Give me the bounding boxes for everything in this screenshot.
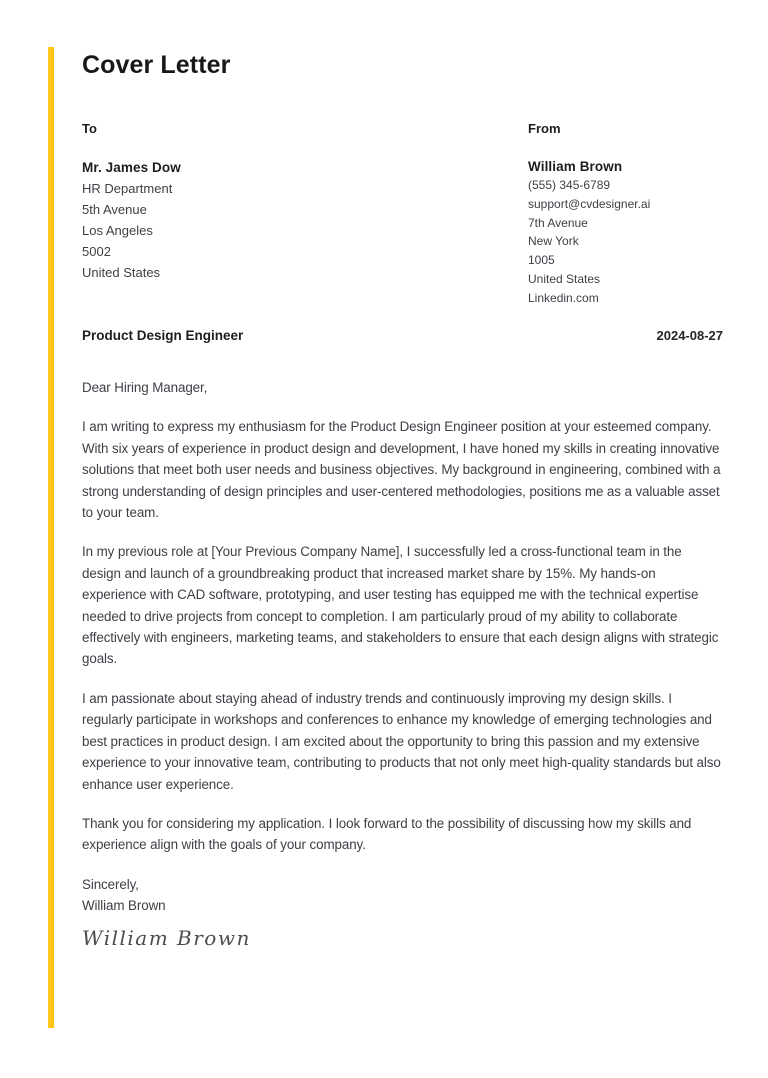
letter-paragraph: Thank you for considering my application. I look forward to the possibility of discussing how my skills and experience align with the goals of your company. [82,815,692,853]
signed-name: William Brown [82,898,166,914]
letter-paragraph: I am writing to express my enthusiasm for the Product Design Engineer position at your esteemed company. With six years of experience in product design and development, I have honed my skills in creating innovative solutions that meet both user needs and business objectives. My background in engineering, combined with a strong understanding of design principles and user-centered methodologies, positions me as a valuable asset to your team. [82,419,721,521]
recipient-address-line: 5th Avenue [82,202,147,217]
letter-body [82,377,723,952]
recipient-address-line: 5002 [82,244,111,259]
letter-paragraphs [82,416,723,855]
sender-block [528,121,723,308]
letter-content [82,0,723,1078]
sender-address-line: New York [528,234,579,249]
sender-address-line: 7th Avenue [528,215,588,230]
recipient-label: To [82,121,97,136]
sender-name: William Brown [528,159,623,174]
address-section [82,121,723,308]
recipient-address-line: United States [82,265,161,280]
letter-paragraph: In my previous role at [Your Previous Company Name], I successfully led a cross-functional team in the design and launch of a groundbreaking product that increased market share by 15%. My hands-on experience with CAD software, prototyping, and user testing has equipped me with the technical expertise needed to drive projects from concept to completion. I am particularly proud of my ability to collaborate effectively with engineers, marketing teams, and stakeholders to ensure that each design aligns with strategic goals. [82,544,719,667]
letter-date: 2024-08-27 [656,328,723,343]
signature-script: William Brown [82,925,251,950]
recipient-address [82,178,528,283]
letter-paragraph: I am passionate about staying ahead of industry trends and continuously improving my design skills. I regularly participate in workshops and conferences to enhance my knowledge of emerging technologies and best practices in product design. I am excited about the opportunity to bring this passion and my extensive experience to your innovative team, contributing to products that not only meet high-quality standards but also enhance user experience. [82,690,721,792]
closing-word: Sincerely, [82,876,139,892]
sender-address-line: (555) 345-6789 [528,178,611,192]
signoff-block [82,874,723,917]
accent-bar [48,47,54,1028]
recipient-address-line: Los Angeles [82,223,153,238]
greeting: Dear Hiring Manager, [82,380,208,395]
page-title: Cover Letter [82,51,231,79]
recipient-name: Mr. James Dow [82,160,181,175]
job-title: Product Design Engineer [82,328,244,343]
sender-address [528,176,723,308]
recipient-address-line: HR Department [82,181,173,196]
recipient-block [82,121,528,308]
sender-address-line: support@cvdesigner.ai [528,196,651,211]
sender-address-line: Linkedin.com [528,290,599,305]
sender-address-line: United States [528,271,601,286]
sender-address-line: 1005 [528,253,555,268]
sender-label: From [528,121,561,136]
subject-row [82,327,723,344]
